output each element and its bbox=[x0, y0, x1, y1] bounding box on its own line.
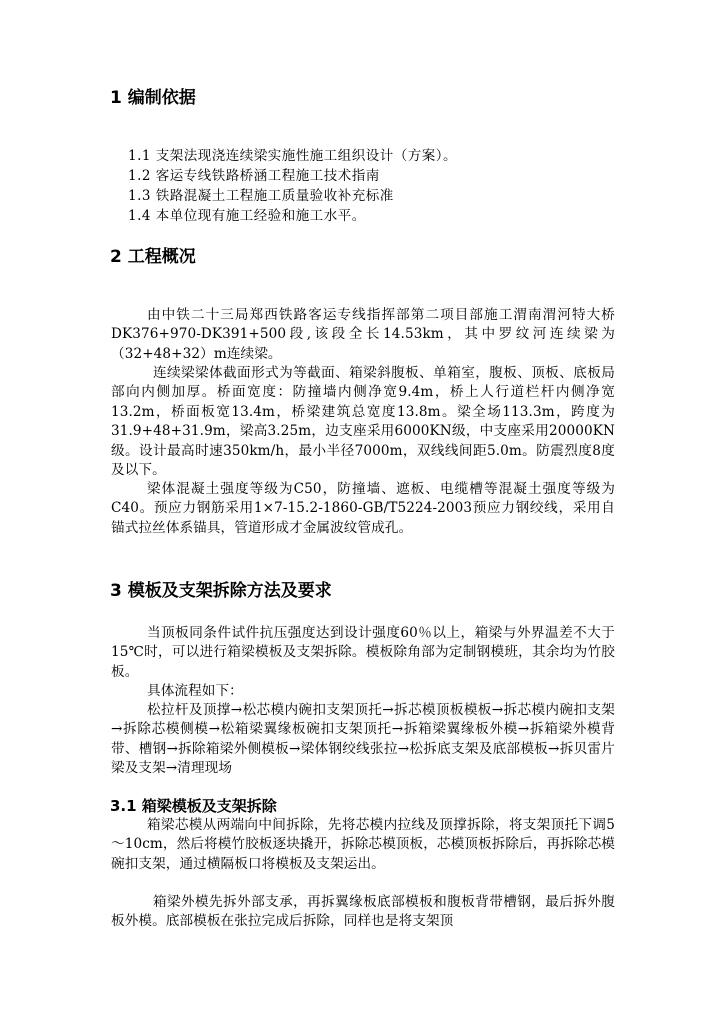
list-item: 1.2 客运专线铁路桥涵工程施工技术指南 bbox=[128, 168, 380, 184]
list-item: 1.1 支架法现浇连续梁实施性施工组织设计（方案）。 bbox=[128, 148, 458, 164]
overview-paragraph-3: 梁体混凝土强度等级为C50，防撞墙、遮板、电缆槽等混凝土强度等级为C40。预应力钢筋采用1×7-15.2-1860-GB/T5224-2003预应力钢绞线，采用自锚式拉丝体系锚具，管道形成才金属波纹管成孔。 bbox=[111, 481, 615, 536]
box-girder-paragraph-1: 箱梁芯模从两端向中间拆除，先将芯模内拉线及顶撑拆除，将支架顶托下调5～10cm，然后将模竹胶板逐块撬开，拆除芯模顶板，芯模顶板拆除后，再拆除芯模碗扣支架，通过横隔板口将模板及支架运出。 bbox=[111, 817, 615, 872]
list-item: 1.3 铁路混凝土工程施工质量验收补充标准 bbox=[128, 188, 394, 204]
basis-list bbox=[128, 146, 457, 226]
section-2-heading: 2 工程概况 bbox=[110, 247, 196, 267]
removal-paragraph-2: 具体流程如下： bbox=[147, 683, 243, 699]
section-3-heading: 3 模板及支架拆除方法及要求 bbox=[110, 581, 332, 601]
subsection-3-1-heading: 3.1 箱梁模板及支架拆除 bbox=[110, 797, 277, 815]
list-item: 1.4 本单位现有施工经验和施工水平。 bbox=[128, 208, 366, 224]
overview-paragraph-1: 由中铁二十三局郑西铁路客运专线指挥部第二项目部施工渭南渭河特大桥DK376+970-DK391+500段,该段全长14.53km，其中罗纹河连续梁为（32+48+32）m连续梁。 bbox=[111, 307, 615, 362]
box-girder-paragraph-2: 箱梁外模先拆外部支承，再拆翼缘板底部模板和腹板背带槽钢，最后拆外腹板外模。底部模板在张拉完成后拆除，同样也是将支架顶 bbox=[111, 894, 615, 930]
removal-flow-paragraph: 松拉杆及顶撑→松芯模内碗扣支架顶托→拆芯模顶板模板→拆芯模内碗扣支架→拆除芯模侧模→松箱梁翼缘板碗扣支架顶托→拆箱梁翼缘板外模→拆箱梁外模背带、槽钢→拆除箱梁外侧模板→梁体钢绞线张拉→松拆底支架及底部模板→拆贝雷片梁及支架→清理现场 bbox=[111, 702, 615, 777]
overview-paragraph-2: 连续梁梁体截面形式为等截面、箱梁斜腹板、单箱室，腹板、顶板、底板局部向内侧加厚。桥面宽度：防撞墙内侧净宽9.4m，桥上人行道栏杆内侧净宽13.2m，桥面板宽13.4m，桥梁建筑总宽度13.8m。梁全场113.3m，跨度为31.9+48+31.9m，梁高3.25m，边支座采用6000KN级，中支座采用20000KN级。设计最高时速350km/h，最小半径7000m，双线线间距5.0m。防震烈度8度及以下。 bbox=[111, 365, 615, 479]
removal-paragraph-1: 当顶板同条件试件抗压强度达到设计强度60％以上，箱梁与外界温差不大于15℃时，可以进行箱梁模板及支架拆除。模板除角部为定制钢模班，其余均为竹胶板。 bbox=[111, 625, 615, 680]
section-1-heading: 1 编制依据 bbox=[110, 88, 196, 108]
